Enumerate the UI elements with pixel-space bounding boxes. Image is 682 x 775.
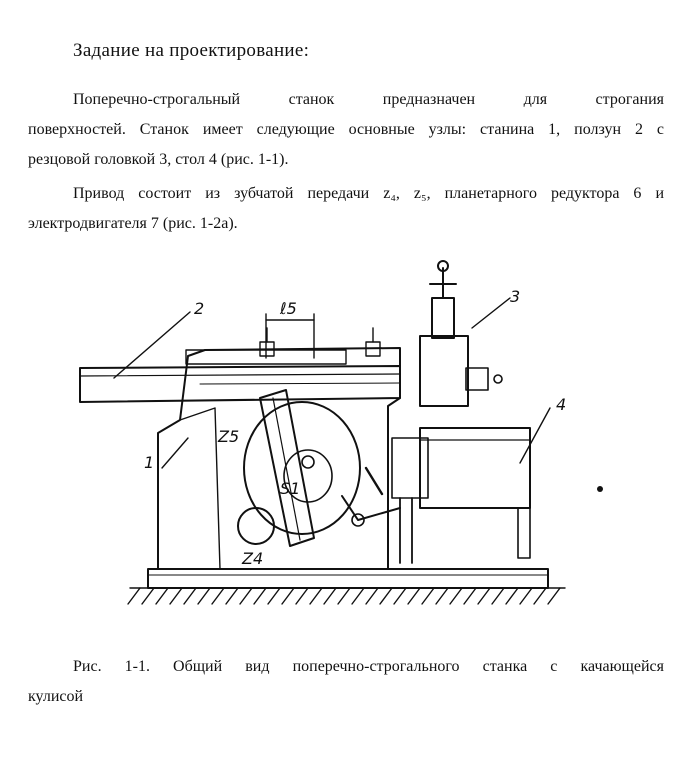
tool-head: [420, 336, 468, 406]
paragraph-1-line-1: Поперечно-строгальный станок предназначен для строгания: [73, 91, 664, 108]
machine-sketch: [70, 258, 570, 613]
label-part-2: 2: [194, 299, 205, 318]
label-part-1: 1: [144, 453, 155, 472]
frame-body: [158, 348, 400, 569]
pinion-z4: [238, 508, 274, 544]
label-part-3: 3: [510, 287, 521, 306]
floor-hatching: [128, 588, 565, 604]
stray-dot-mark: [597, 486, 603, 492]
paragraph-1-line-3: резцовой головкой 3, стол 4 (рис. 1-1).: [28, 151, 289, 168]
paragraph-1-line-2: поверхностей. Станок имеет следующие основные узлы: станина 1, ползун 2 с: [28, 121, 664, 138]
label-z5: Z5: [218, 427, 240, 446]
task-heading: Задание на проектирование:: [73, 40, 310, 61]
base-plate: [148, 569, 548, 588]
paragraph-2-line-1: Привод состоит из зубчатой передачи z₄, z₅, планетарного редуктора 6 и: [73, 185, 664, 202]
label-z4: Z4: [242, 549, 264, 568]
label-l5: ℓ5: [280, 299, 297, 318]
label-part-4: 4: [556, 395, 567, 414]
bull-gear-z5: [244, 402, 360, 534]
paragraph-2-line-2: электродвигателя 7 (рис. 1-2а).: [28, 215, 238, 232]
label-s1: S1: [280, 479, 301, 498]
figure-caption-line-1: Рис. 1-1. Общий вид поперечно-строгального станка с качающейся: [73, 658, 664, 675]
figure-caption-line-2: кулисой: [28, 688, 84, 705]
shaping-machine-drawing: [70, 258, 570, 613]
